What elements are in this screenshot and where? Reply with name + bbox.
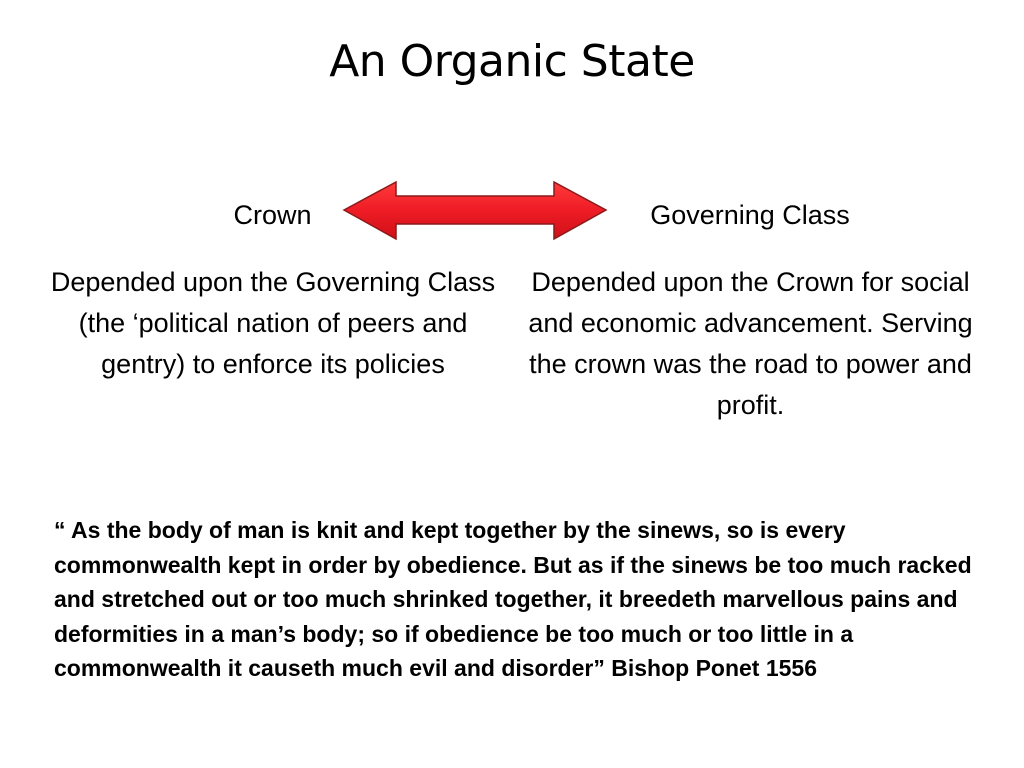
crown-label: Crown [233,200,312,230]
governing-class-description: Depended upon the Crown for social and economic advancement. Serving the crown was the road to power and profit. [528,267,973,420]
slide-title: An Organic State [329,36,695,87]
double-arrow-icon [340,178,610,243]
governing-class-label: Governing Class [650,200,850,230]
double-arrow-shape [344,182,606,239]
crown-description: Depended upon the Governing Class (the ‘political nation of peers and gentry) to enforce its policies [50,267,496,379]
bishop-ponet-quote: “ As the body of man is knit and kept together by the sinews, so is every commonwealth kept in order by obedience. But as if the sinews be too much racked and stretched out or too much shrinked together, it breedeth marvellous pains and deformities in a man’s body; so if obedience be too much or too little in a commonwealth it causeth much evil and disorder” Bishop Ponet 1556 [54,517,972,681]
